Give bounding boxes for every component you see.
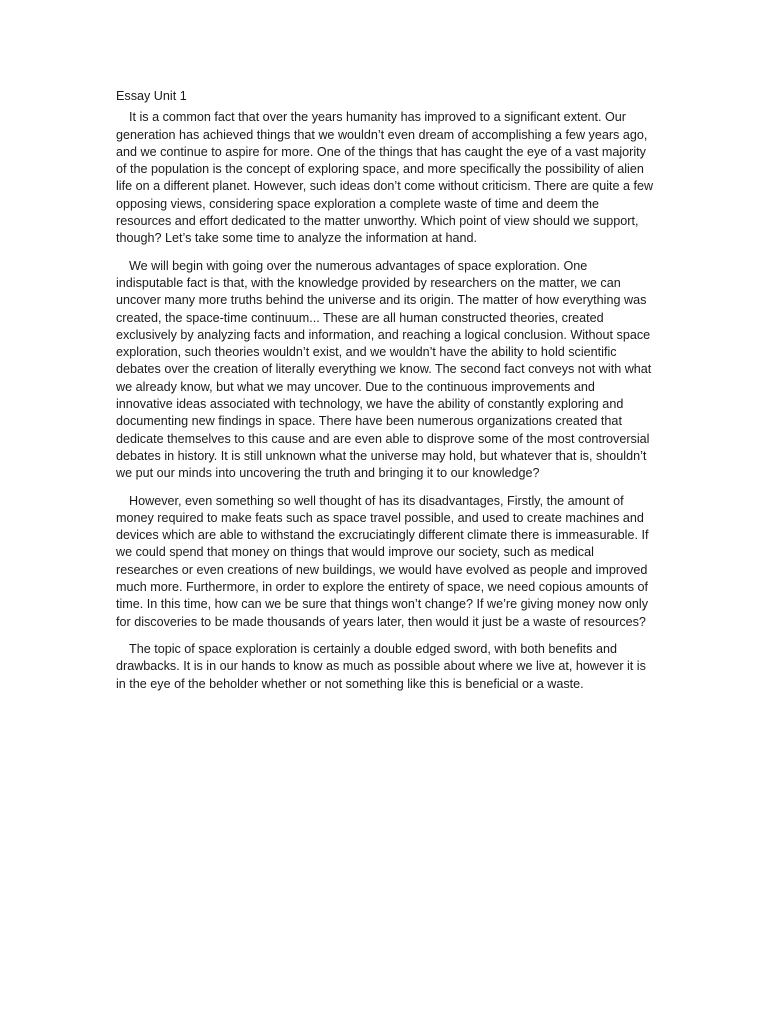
document-title: Essay Unit 1 (116, 89, 187, 103)
paragraph-conclusion: The topic of space exploration is certainly a double edged sword, with both benefits and drawbacks. It is in our hands to know as much as possible about where we live at, however it is in the eye of the beholder whether or not something like this is beneficial or a waste. (116, 641, 646, 691)
paragraph-disadvantages: However, even something so well thought of has its disadvantages, Firstly, the amount of money required to make feats such as space travel possible, and used to create machines and devices which are able to withstand the excruciatingly different climate there is immeasurable. If we could spend that money on things that would improve our society, such as medical researches or even creations of new buildings, we would have evolved as people and improved much more. Furthermore, in order to explore the entirety of space, we need copious amounts of time. In this time, how can we be sure that things won’t change? If we’re giving money now only for discoveries to be made thousands of years later, then would it just be a waste of resources? (116, 493, 649, 629)
paragraph-intro: It is a common fact that over the years humanity has improved to a significant extent. Our generation has achieved things that we wouldn’t even dream of accomplishing a few years ago, and we continue to aspire for more. One of the things that has caught the eye of a vast majority of the population is the concept of exploring space, and more specifically the possibility of alien life on a different planet. However, such ideas don’t come without criticism. There are quite a few opposing views, considering space exploration a complete waste of time and deem the resources and effort dedicated to the matter unworthy. Which point of view should we support, though? Let’s take some time to analyze the information at hand. (116, 110, 654, 246)
document-body (116, 88, 654, 703)
paragraph-advantages: We will begin with going over the numerous advantages of space exploration. One indisputable fact is that, with the knowledge provided by researchers on the matter, we can uncover many more truths behind the universe and its origin. The matter of how everything was created, the space-time continuum... These are all human constructed theories, created exclusively by analyzing facts and information, and reaching a logical conclusion. Without space exploration, such theories wouldn’t exist, and we wouldn’t have the ability to hold scientific debates over the creation of literally everything we know. The second fact conveys not with what we already know, but what we may uncover. Due to the continuous improvements and innovative ideas associated with technology, we have the ability of constantly exploring and documenting new findings in space. There have been numerous organizations created that dedicate themselves to this cause and are even able to disprove some of the most controversial debates in history. It is still unknown what the universe may hold, but whatever that is, shouldn’t we put our minds into uncovering the truth and bringing it to our knowledge? (116, 258, 652, 481)
